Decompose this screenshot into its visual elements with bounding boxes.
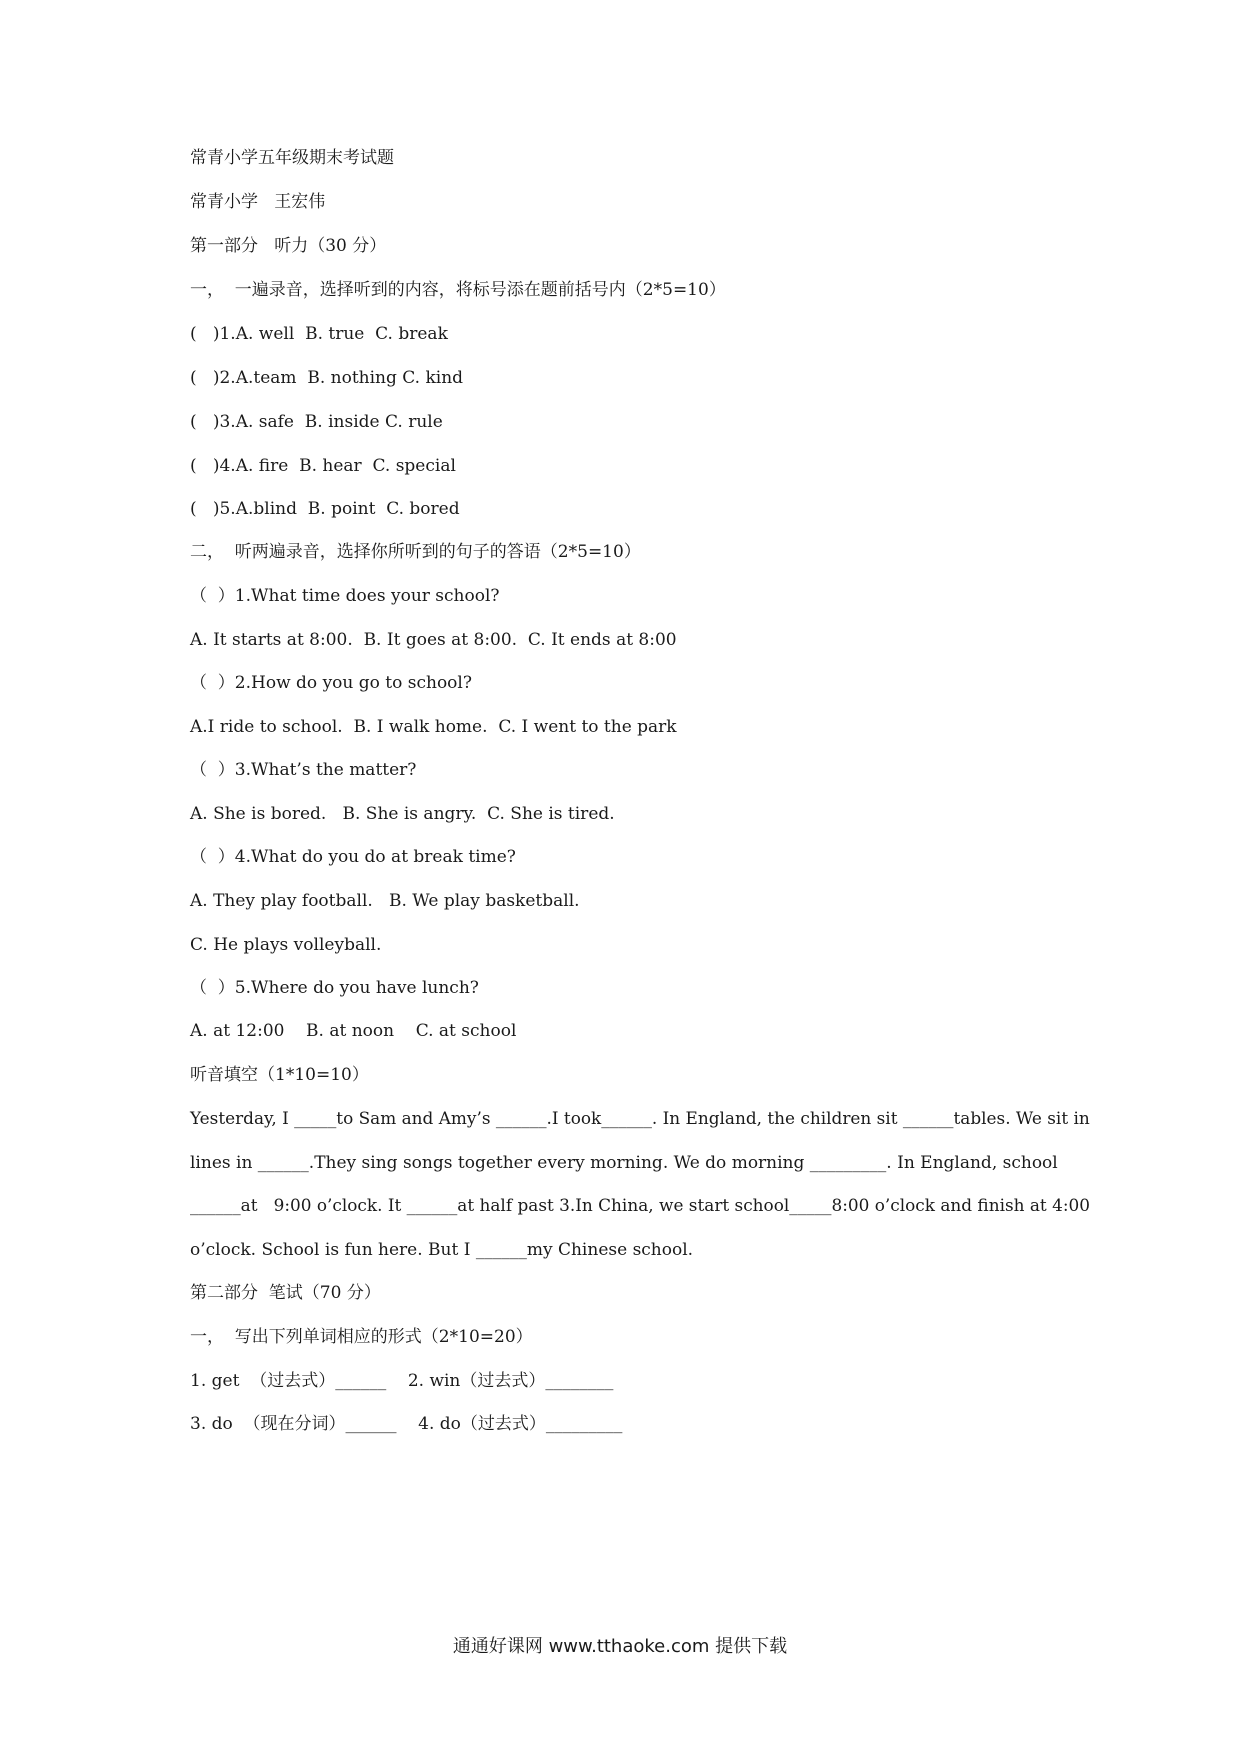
answer-options: A. at 12:00 B. at noon C. at school [190,1021,517,1041]
exam-author: 常青小学 王宏伟 [190,192,326,212]
word-form-line: 1. get （过去式）______ 2. win（过去式）________ [190,1371,614,1391]
answer-options: A. She is bored. B. She is angry. C. She is tired. [190,804,615,824]
passage-line: o’clock. School is fun here. But I ______my Chinese school. [190,1240,694,1260]
question-line: （ ）4.What do you do at break time? [190,847,516,867]
page-footer: 通通好课网 www.tthaoke.com 提供下载 [452,1636,788,1657]
part1-heading: 第一部分 听力（30 分） [190,236,387,256]
answer-options: A. They play football. B. We play basketball. [190,891,580,911]
question-line: （ ）2.How do you go to school? [190,673,472,693]
question-line: （ ）1.What time does your school? [190,586,500,606]
answer-options: A. It starts at 8:00. B. It goes at 8:00. C. It ends at 8:00 [190,630,677,650]
question-line: （ ）3.What’s the matter? [190,760,417,780]
answer-options: A.I ride to school. B. I walk home. C. I went to the park [190,717,677,737]
passage-line: Yesterday, I _____to Sam and Amy’s ______.I took______. In England, the children sit ______tables. We sit in [190,1109,1090,1129]
question-item: ( )2.A.team B. nothing C. kind [190,368,464,388]
question-item: ( )3.A. safe B. inside C. rule [190,412,443,432]
question-item: ( )4.A. fire B. hear C. special [190,456,456,476]
question-line: （ ）5.Where do you have lunch? [190,978,479,998]
exam-title: 常青小学五年级期末考试题 [190,148,394,168]
part1-section2-instruction: 二， 听两遍录音，选择你所听到的句子的答语（2*5=10） [190,542,641,562]
word-form-line: 3. do （现在分词）______ 4. do（过去式）_________ [190,1414,623,1434]
passage-line: ______at 9:00 o’clock. It ______at half past 3.In China, we start school_____8:00 o’clock and finish at 4:00 [190,1196,1090,1216]
part2-heading: 第二部分 笔试（70 分） [190,1283,381,1303]
passage-line: lines in ______.They sing songs together every morning. We do morning _________. In England, school [190,1153,1058,1173]
part1-section3-heading: 听音填空（1*10=10） [190,1065,369,1085]
part2-section1-instruction: 一， 写出下列单词相应的形式（2*10=20） [190,1327,533,1347]
part1-section1-instruction: 一， 一遍录音，选择听到的内容，将标号添在题前括号内（2*5=10） [190,280,726,300]
question-item: ( )5.A.blind B. point C. bored [190,499,460,519]
question-item: ( )1.A. well B. true C. break [190,324,448,344]
answer-options: C. He plays volleyball. [190,935,382,955]
